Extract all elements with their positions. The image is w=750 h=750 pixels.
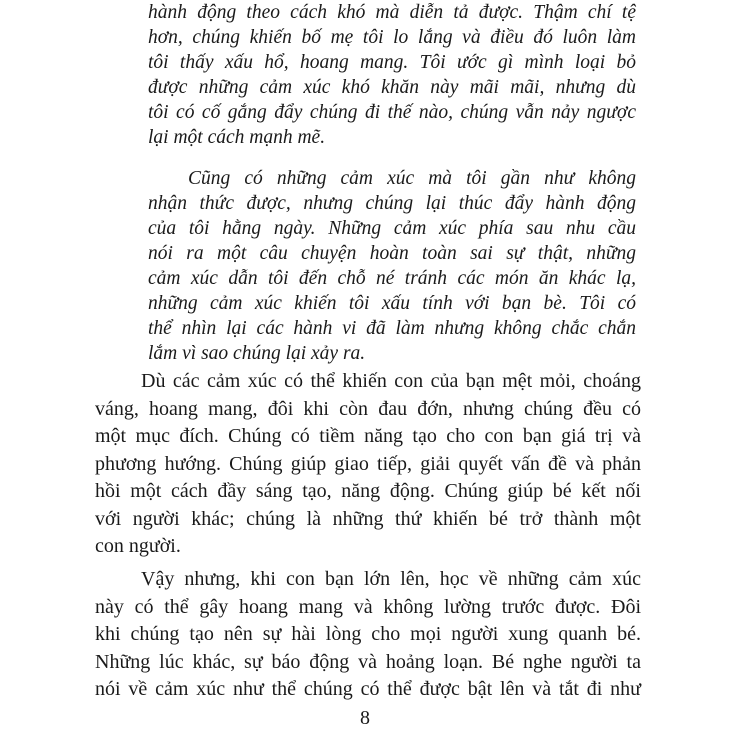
text-line: nói về cảm xúc như thể chúng có thể được bật lên và tắt đi như (95, 678, 641, 700)
text-line: phương hướng. Chúng giúp giao tiếp, giải quyết vấn đề và phản (95, 452, 641, 475)
text-line: Cũng có những cảm xúc mà tôi gần như không (188, 168, 636, 189)
text-line: váng, hoang mang, đôi khi còn đau đớn, nhưng chúng đều có (95, 397, 641, 420)
text-line: tôi thấy xấu hổ, hoang mang. Tôi ước gì mình loại bỏ (148, 52, 636, 73)
text-line: cảm xúc dẫn tôi đến chỗ né tránh các món ăn khác lạ, (148, 268, 636, 289)
text-line: Vậy nhưng, khi con bạn lớn lên, học về những cảm xúc (141, 568, 641, 590)
text-line: nói ra một câu chuyện hoàn toàn sai sự thật, những (148, 243, 636, 264)
text-line: tôi có cố gắng đẩy chúng đi thế nào, chúng vẫn nảy ngược (148, 102, 636, 123)
text-line: khi chúng tạo nên sự hài lòng cho mọi người xung quanh bé. (95, 623, 641, 645)
text-line: hơn, chúng khiến bố mẹ tôi lo lắng và điều đó luôn làm (148, 27, 636, 48)
body-paragraph-1 (95, 368, 641, 561)
text-line: con người. (95, 535, 181, 557)
text-line: hành động theo cách khó mà diễn tả được. Thậm chí tệ (148, 2, 636, 23)
text-line: lắm vì sao chúng lại xảy ra. (148, 343, 366, 364)
text-line: của tôi hằng ngày. Những cảm xúc phía sau nhu cầu (148, 218, 636, 239)
text-line: nhận thức được, nhưng chúng lại thúc đẩy hành động (148, 193, 636, 214)
quote-paragraph-1 (148, 0, 636, 150)
quote-paragraph-2 (148, 166, 636, 366)
text-line: Những lúc khác, sự báo động và hoảng loạn. Bé nghe người ta (95, 650, 641, 673)
page-number: 8 (360, 707, 370, 729)
text-line: thể nhìn lại các hành vi đã làm nhưng không chắc chắn (148, 318, 636, 339)
text-line: được những cảm xúc khó khăn này mãi mãi, nhưng dù (148, 77, 636, 98)
text-line: hồi một cách đầy sáng tạo, năng động. Chúng giúp bé kết nối (95, 480, 641, 502)
body-paragraph-2 (95, 566, 641, 704)
text-line: một mục đích. Chúng có tiềm năng tạo cho con bạn giá trị và (95, 425, 641, 447)
text-line: lại một cách mạnh mẽ. (148, 127, 326, 148)
text-line: này có thể gây hoang mang và không lường trước được. Đôi (95, 595, 641, 618)
text-line: những cảm xúc khiến tôi xấu tính với bạn bè. Tôi có (148, 293, 636, 314)
text-line: Dù các cảm xúc có thể khiến con của bạn mệt mỏi, choáng (141, 370, 641, 392)
text-line: với người khác; chúng là những thứ khiến bé trở thành một (95, 507, 641, 530)
